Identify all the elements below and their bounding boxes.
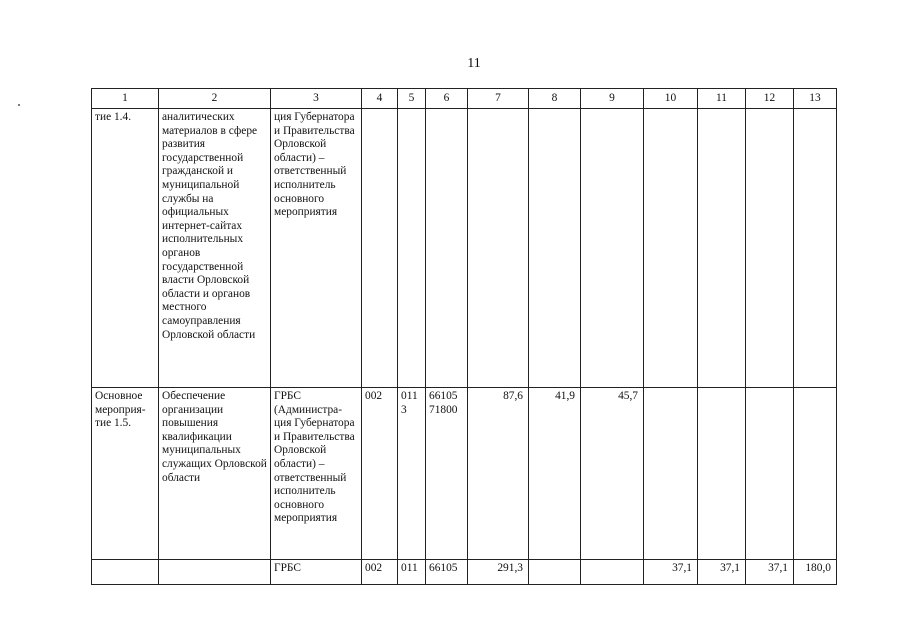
table-cell: тие 1.4. xyxy=(92,109,159,388)
header-cell: 8 xyxy=(529,89,581,109)
table-cell xyxy=(468,109,529,388)
page-number: 11 xyxy=(467,56,481,71)
table-cell xyxy=(398,109,426,388)
table-cell xyxy=(159,560,271,585)
table-cell: 66105 71800 xyxy=(426,388,468,560)
table-cell xyxy=(746,109,794,388)
header-row xyxy=(92,89,837,109)
table-cell: 002 xyxy=(362,560,398,585)
table-row xyxy=(92,388,837,560)
table-cell: ГРБС (Администра-ция Губернатора и Правительства Орловской области) – ответственный исполнитель основного мероприятия xyxy=(271,388,362,560)
table-cell: 37,1 xyxy=(746,560,794,585)
table-cell xyxy=(644,109,698,388)
table-cell xyxy=(92,560,159,585)
table-cell xyxy=(698,109,746,388)
header-cell: 2 xyxy=(159,89,271,109)
header-cell: 5 xyxy=(398,89,426,109)
table-cell xyxy=(529,560,581,585)
table-cell: 37,1 xyxy=(698,560,746,585)
table-row xyxy=(92,560,837,585)
table-cell xyxy=(794,388,837,560)
table-cell xyxy=(362,109,398,388)
table-cell xyxy=(746,388,794,560)
table-cell: 002 xyxy=(362,388,398,560)
header-cell: 11 xyxy=(698,89,746,109)
table-cell: 180,0 xyxy=(794,560,837,585)
header-cell: 9 xyxy=(581,89,644,109)
table-cell xyxy=(698,388,746,560)
table-cell: 011 3 xyxy=(398,388,426,560)
table-cell xyxy=(644,388,698,560)
table-cell: ГРБС xyxy=(271,560,362,585)
table-cell: аналитических материалов в сфере развития государственной гражданской и муниципальной службы на официальных интернет-сайтах исполнительных органов государственной власти Орловской области и органов местного самоуправления Орловской области xyxy=(159,109,271,388)
table-cell: 37,1 xyxy=(644,560,698,585)
table-cell: 87,6 xyxy=(468,388,529,560)
header-cell: 4 xyxy=(362,89,398,109)
header-cell: 7 xyxy=(468,89,529,109)
table-cell: ция Губернатора и Правительства Орловской области) – ответственный исполнитель основного мероприятия xyxy=(271,109,362,388)
header-cell: 1 xyxy=(92,89,159,109)
header-cell: 6 xyxy=(426,89,468,109)
table-cell xyxy=(581,109,644,388)
table-cell: 291,3 xyxy=(468,560,529,585)
table-cell: Обеспечение организации повышения квалификации муниципальных служащих Орловской области xyxy=(159,388,271,560)
table-cell: Основное мероприя-тие 1.5. xyxy=(92,388,159,560)
scan-speck xyxy=(18,104,20,106)
table-cell xyxy=(794,109,837,388)
header-cell: 12 xyxy=(746,89,794,109)
table-cell: 011 xyxy=(398,560,426,585)
table-row xyxy=(92,109,837,388)
header-cell: 13 xyxy=(794,89,837,109)
table-cell xyxy=(529,109,581,388)
table-cell xyxy=(581,560,644,585)
header-cell: 10 xyxy=(644,89,698,109)
table-cell: 45,7 xyxy=(581,388,644,560)
budget-table xyxy=(91,88,837,585)
table-cell: 66105 xyxy=(426,560,468,585)
table-cell: 41,9 xyxy=(529,388,581,560)
header-cell: 3 xyxy=(271,89,362,109)
table-cell xyxy=(426,109,468,388)
